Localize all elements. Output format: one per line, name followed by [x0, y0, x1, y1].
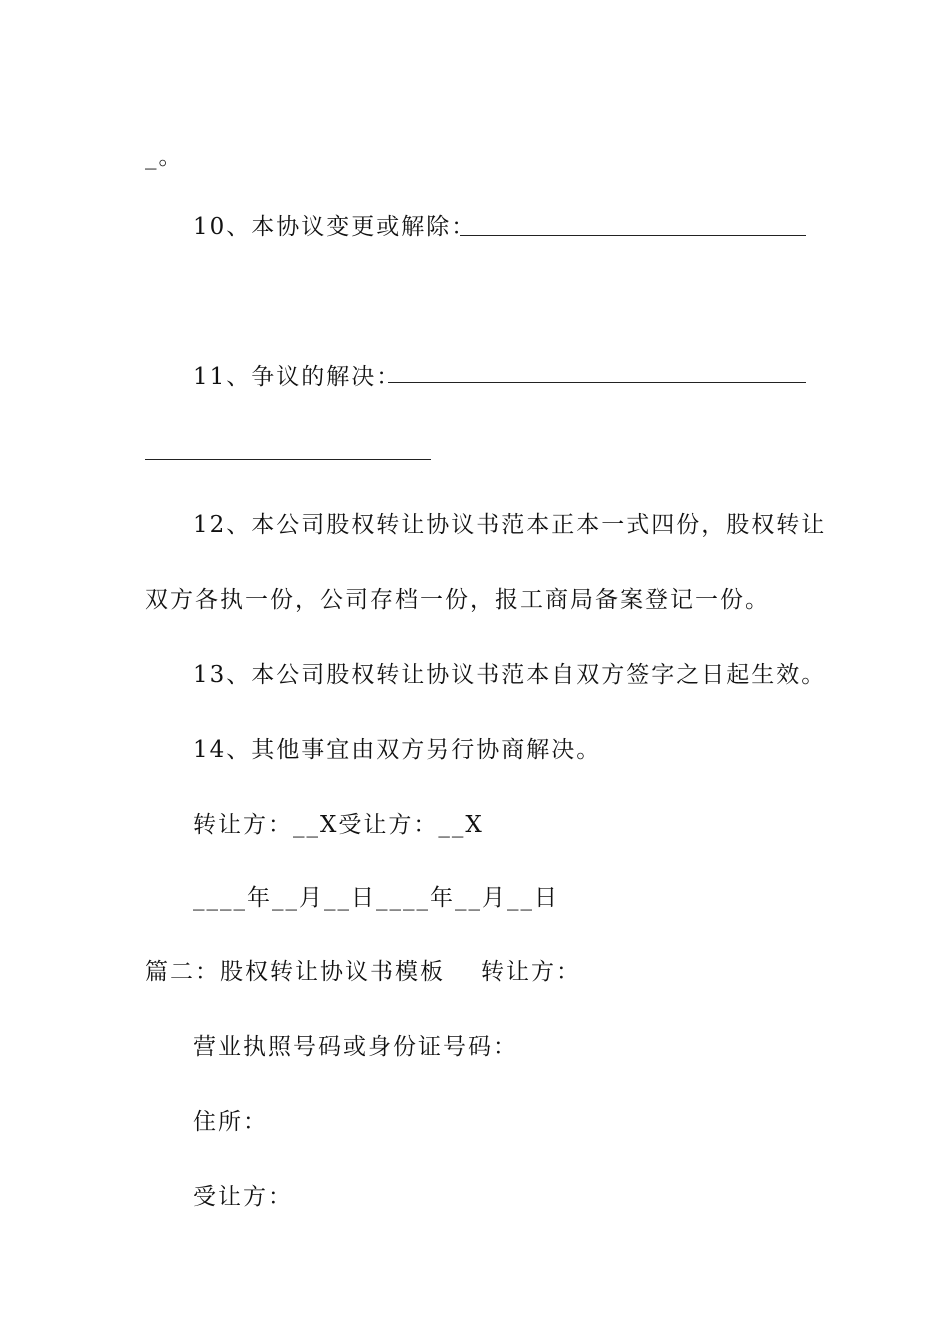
- address-label: 住所：: [193, 1109, 268, 1135]
- date-line: ____年__月__日____年__月__日: [193, 885, 559, 911]
- signature-line: 转让方：__X受让方：__X: [193, 812, 484, 838]
- clause-12-line-2: 双方各执一份，公司存档一份，报工商局备案登记一份。: [145, 587, 770, 613]
- continuation-tail: _。: [145, 144, 184, 170]
- clause-12-line-1: 12、本公司股权转让协议书范本正本一式四份，股权转让: [193, 512, 827, 538]
- license-number-label: 营业执照号码或身份证号码：: [193, 1034, 518, 1060]
- section-2-heading: 篇二：股权转让协议书模板: [145, 959, 445, 985]
- clause-10: 10、本协议变更或解除：: [193, 214, 477, 240]
- transferee-label: 受让方：: [193, 1184, 293, 1210]
- clause-14: 14、其他事宜由双方另行协商解决。: [193, 737, 602, 763]
- section-2-transferor-label: 转让方：: [481, 959, 581, 985]
- clause-11-blank-continued: [145, 459, 431, 460]
- clause-10-blank: [460, 235, 806, 236]
- clause-13: 13、本公司股权转让协议书范本自双方签字之日起生效。: [193, 662, 827, 688]
- clause-11-blank: [388, 382, 806, 383]
- clause-11: 11、争议的解决：: [193, 364, 402, 390]
